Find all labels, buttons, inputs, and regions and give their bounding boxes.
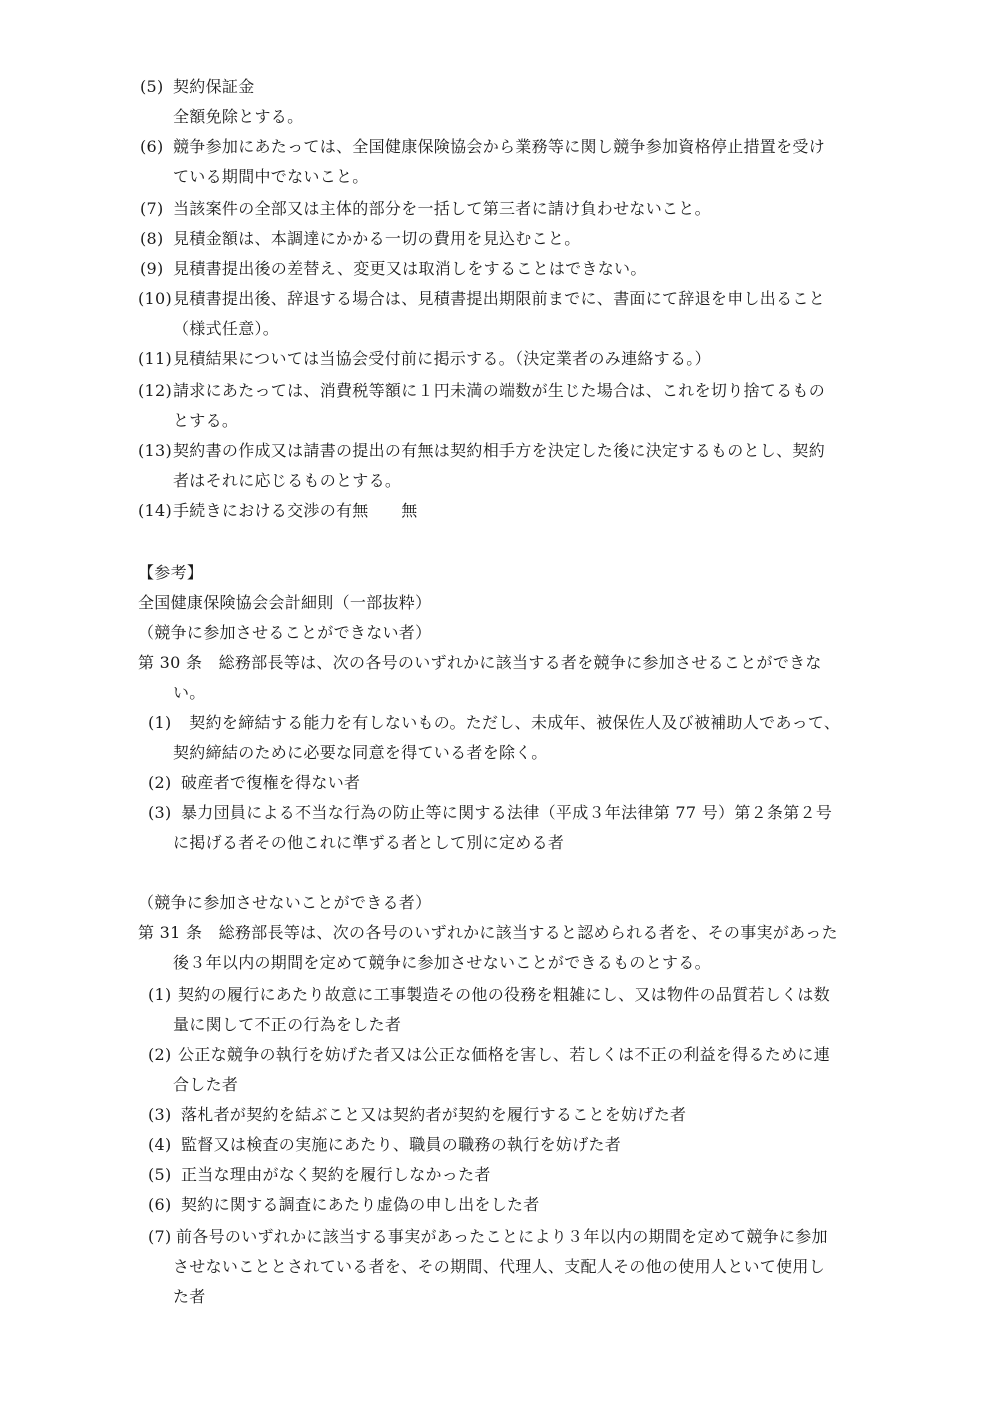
item-number: (8) — [140, 229, 164, 248]
item-text: 公正な競争の執行を妨げた者又は公正な価格を害し、若しくは不正の利益を得るために連 — [178, 1045, 831, 1064]
item-text: 当該案件の全部又は主体的部分を一括して第三者に請け負わせないこと。 — [173, 199, 711, 218]
document-page: (5) 契約保証金 全額免除とする。 (6) 競争参加にあたっては、全国健康保険協会から業務等に関し競争参加資格停止措置を受け ている期間中でないこと。 (7) 当該案件の全部又は主体的部分を一括して第三者に請け負わせないこと。 (8) 見積金額は、本調達にかかる一切の費用を見込むこと。 (9) 見積書提出後の差替え、変更又は取消しをすることはできない。 (10) 見積書提出後、辞退する場合は、見積書提出期限前までに、書面にて辞退を申し出ること （様式任意）。 (11) 見積結果については当協会受付前に掲示する。（決定業者のみ連絡する。） (12) 請求にあたっては、消費税等額に１円未満の端数が生じた場合は、これを切り捨てるもの とする。 (13) 契約書の作成又は請書の提出の有無は契約相手方を決定した後に決定するものとし、契約 者はそれに応じるものとする。 (14) 手続きにおける交渉の有無 無 【参考】 全国健康保険協会会計細則（一部抜粋） （競争に参加させることができない者） 第 30 条 総務部長等は、次の各号のいずれかに該当する者を競争に参加させることができな い。 (1) 契約を締結する能力を有しないもの。ただし、未成年、被保佐人及び被補助人であって、 契約締結のために必要な同意を得ている者を除く。 (2) 破産者で復権を得ない者 (3) 暴力団員による不当な行為の防止等に関する法律（平成３年法律第 77 号）第２条第２号 に掲げる者その他これに準ずる者として別に定める者 （競争に参加させないことができる者） 第 31 条 総務部長等は、次の各号のいずれかに該当すると認められる者を、その事実があった 後３年以内の期間を定めて競争に参加させないことができるものとする。 (1) 契約の履行にあたり故意に工事製造その他の役務を粗雑にし、又は物件の品質若しくは数 量に関して不正の行為をした者 (2) 公正な競争の執行を妨げた者又は公正な価格を害し、若しくは不正の利益を得るために連 合した者 (3) 落札者が契約を結ぶこと又は契約者が契約を履行することを妨げた者 (4) 監督又は検査の実施にあたり、職員の職務の執行を妨げた者 (5) 正当な理由がなく契約を履行しなかった者 (6) 契約に関する調査にあたり虚偽の申し出をした者 (7) 前各号のいずれかに該当する事実があったことにより３年以内の期間を定めて競争に参加 させないこととされている者を、その期間、代理人、支配人その他の使用人といて使用し た者 — [138, 77, 841, 1306]
item-number: (1) — [148, 713, 172, 732]
item-number: (2) — [148, 1045, 172, 1064]
item-text: 契約書の作成又は請書の提出の有無は契約相手方を決定した後に決定するものとし、契約 — [173, 441, 826, 460]
item-text: 契約を締結する能力を有しないもの。ただし、未成年、被保佐人及び被補助人であって、 — [173, 713, 841, 732]
item-text: 契約締結のために必要な同意を得ている者を除く。 — [173, 743, 548, 762]
item-number: (6) — [140, 137, 164, 156]
item-text: 見積結果については当協会受付前に掲示する。（決定業者のみ連絡する。） — [173, 349, 711, 368]
item-text: 正当な理由がなく契約を履行しなかった者 — [181, 1165, 491, 1184]
item-number: (11) — [138, 349, 173, 368]
item-number: (7) — [140, 199, 164, 218]
item-text: 契約に関する調査にあたり虚偽の申し出をした者 — [181, 1195, 540, 1214]
item-number: (14) — [138, 501, 173, 520]
item-text: 監督又は検査の実施にあたり、職員の職務の執行を妨げた者 — [181, 1135, 622, 1154]
item-number: (3) — [148, 803, 172, 822]
item-text: 見積金額は、本調達にかかる一切の費用を見込むこと。 — [173, 229, 581, 248]
item-text: 前各号のいずれかに該当する事実があったことにより３年以内の期間を定めて競争に参加 — [176, 1227, 828, 1246]
item-text: 破産者で復権を得ない者 — [181, 773, 361, 792]
item-text: 落札者が契約を結ぶこと又は契約者が契約を履行することを妨げた者 — [181, 1105, 687, 1124]
item-text: 契約保証金 — [173, 77, 255, 96]
item-text: とする。 — [173, 411, 239, 430]
item-text: 競争参加にあたっては、全国健康保険協会から業務等に関し競争参加資格停止措置を受け — [173, 137, 826, 156]
item-number: (5) — [148, 1165, 172, 1184]
item-number: (10) — [138, 289, 173, 308]
item-number: (3) — [148, 1105, 172, 1124]
item-text: ている期間中でないこと。 — [173, 167, 369, 186]
item-number: (12) — [138, 381, 173, 400]
item-text: 見積書提出後、辞退する場合は、見積書提出期限前までに、書面にて辞退を申し出ること — [173, 289, 826, 308]
item-number: (7) — [148, 1227, 172, 1246]
item-number: (5) — [140, 77, 164, 96]
item-text: 者はそれに応じるものとする。 — [173, 471, 402, 490]
item-text: 見積書提出後の差替え、変更又は取消しをすることはできない。 — [173, 259, 647, 278]
item-text: させないこととされている者を、その期間、代理人、支配人その他の使用人といて使用し — [173, 1257, 826, 1276]
item-text: 合した者 — [173, 1075, 239, 1094]
item-text: 暴力団員による不当な行為の防止等に関する法律（平成３年法律第 77 号）第２条第２号 — [181, 803, 833, 822]
item-text: 請求にあたっては、消費税等額に１円未満の端数が生じた場合は、これを切り捨てるもの — [173, 381, 826, 400]
item-number: (9) — [140, 259, 164, 278]
item-number: (6) — [148, 1195, 172, 1214]
item-number: (4) — [148, 1135, 172, 1154]
item-number: (13) — [138, 441, 173, 460]
item-text: 量に関して不正の行為をした者 — [173, 1015, 402, 1034]
item-text: 手続きにおける交渉の有無 無 — [173, 501, 418, 520]
item-text: （様式任意）。 — [173, 319, 280, 338]
item-text: に掲げる者その他これに準ずる者として別に定める者 — [173, 833, 565, 852]
item-text: た者 — [173, 1287, 206, 1306]
item-text: 契約の履行にあたり故意に工事製造その他の役務を粗雑にし、又は物件の品質若しくは数 — [178, 985, 831, 1004]
item-number: (2) — [148, 773, 172, 792]
item-text: 全額免除とする。 — [173, 107, 304, 126]
item-number: (1) — [148, 985, 172, 1004]
